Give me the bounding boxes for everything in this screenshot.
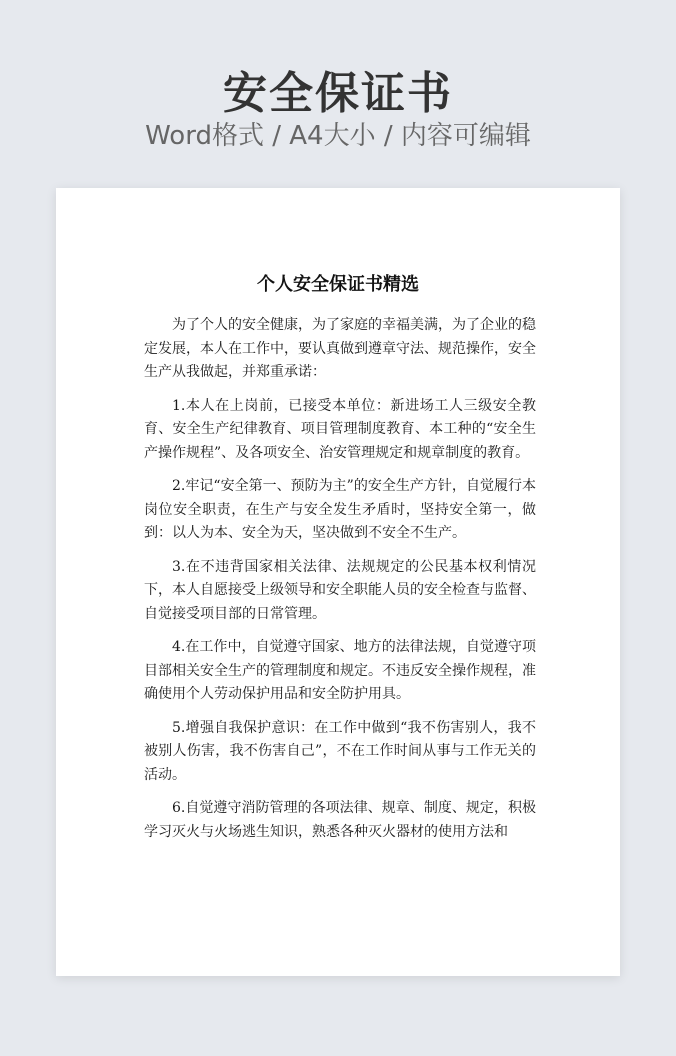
page-subtitle: Word格式 / A4大小 / 内容可编辑 [145,121,531,151]
paragraph-item-2: 2.牢记“安全第一、预防为主”的安全生产方针，自觉履行本岗位安全职责，在生产与安全发生矛盾时，坚持安全第一，做到：以人为本、安全为天，坚决做到不安全不生产。 [144,478,536,541]
paragraph-item-3: 3.在不违背国家相关法律、法规规定的公民基本权利情况下，本人自愿接受上级领导和安全职能人员的安全检查与监督、自觉接受项目部的日常管理。 [144,558,536,622]
paragraph-item-4: 4.在工作中，自觉遵守国家、地方的法律法规，自觉遵守项目部相关安全生产的管理制度和规定。不违反安全操作规程，准确使用个人劳动保护用品和安全防护用具。 [144,639,536,702]
header [0,0,676,180]
document-page [56,188,620,976]
page-title: 安全保证书 [223,68,453,119]
paragraph-intro: 为了个人的安全健康，为了家庭的幸福美满，为了企业的稳定发展，本人在工作中，要认真做到遵章守法、规范操作，安全生产从我做起，并郑重承诺： [144,317,536,380]
paragraph-item-5: 5.增强自我保护意识：在工作中做到“我不伤害别人，我不被别人伤害，我不伤害自己”，不在工作时间从事与工作无关的活动。 [144,719,536,783]
paragraph-item-6: 6.自觉遵守消防管理的各项法律、规章、制度、规定，积极学习灭火与火场逃生知识，熟悉各种灭火器材的使用方法和 [144,800,536,840]
document-title: 个人安全保证书精选 [257,274,419,295]
document-body [144,314,536,854]
paragraph-item-1: 1.本人在上岗前，已接受本单位：新进场工人三级安全教育、安全生产纪律教育、项目管理制度教育、本工种的“安全生产操作规程”、及各项安全、治安管理规定和规章制度的教育。 [144,397,536,461]
